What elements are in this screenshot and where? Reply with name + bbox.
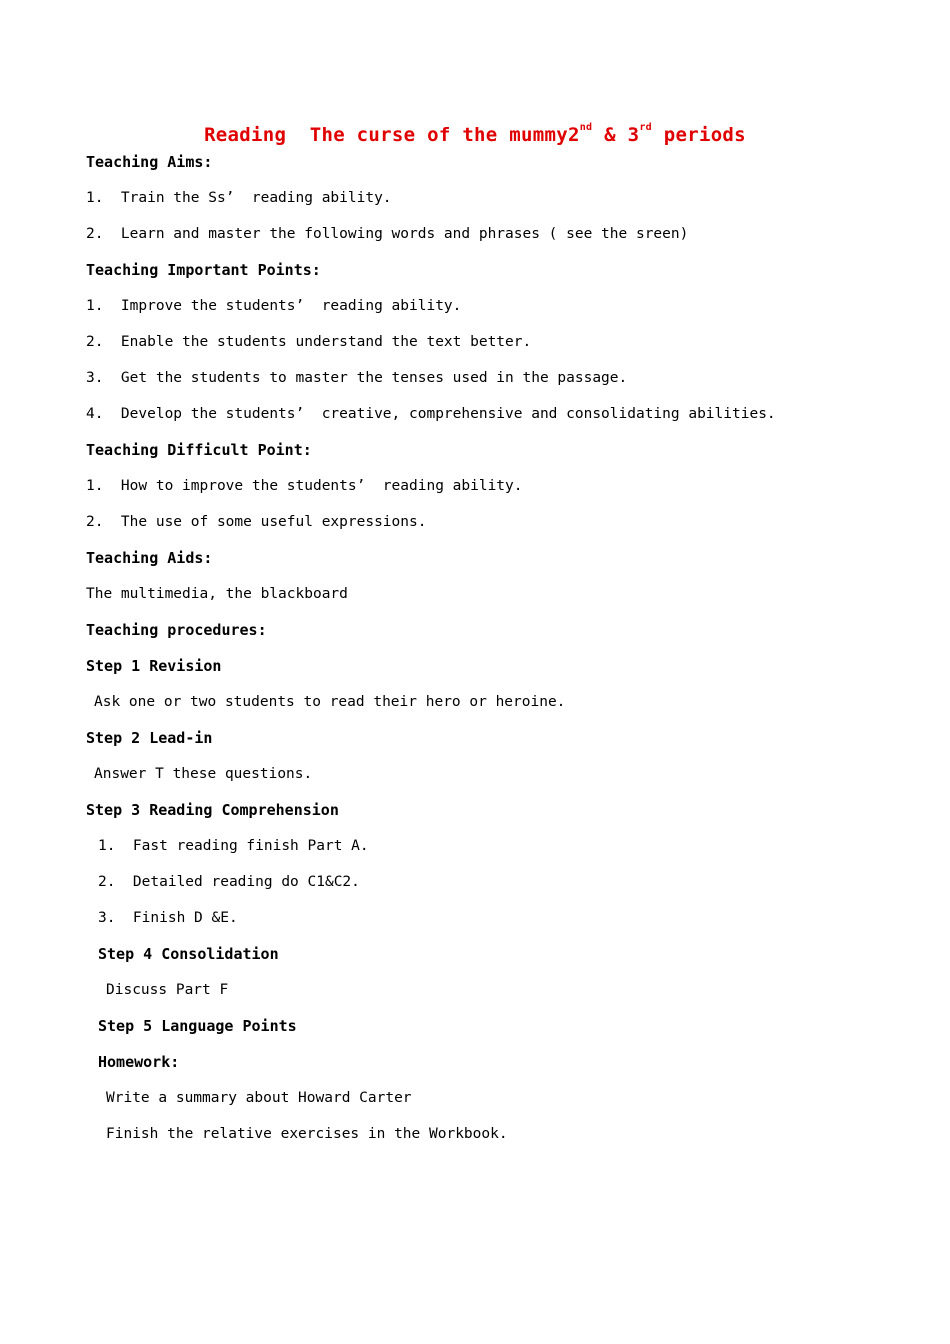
- step4-text: Discuss Part F: [106, 982, 229, 998]
- procedures-heading: Teaching procedures:: [86, 621, 267, 639]
- step1-text: Ask one or two students to read their hero or heroine.: [94, 694, 566, 710]
- step2-text: Answer T these questions.: [94, 766, 313, 782]
- title-sup-rd: rd: [639, 122, 652, 133]
- title-main: Reading The curse of the mummy2: [204, 124, 580, 146]
- difficult-item-1: 1. How to improve the students’ reading ability.: [86, 478, 523, 494]
- page-title: [0, 124, 950, 146]
- aids-text: The multimedia, the blackboard: [86, 586, 348, 602]
- title-mid: & 3: [592, 124, 640, 146]
- step3-heading: Step 3 Reading Comprehension: [86, 801, 339, 819]
- step1-heading: Step 1 Revision: [86, 657, 222, 675]
- aids-heading: Teaching Aids:: [86, 549, 213, 567]
- aims-item-2: 2. Learn and master the following words and phrases ( see the sreen): [86, 226, 689, 242]
- aims-item-1: 1. Train the Ss’ reading ability.: [86, 190, 392, 206]
- important-heading: Teaching Important Points:: [86, 261, 321, 279]
- important-item-2: 2. Enable the students understand the text better.: [86, 334, 532, 350]
- step2-heading: Step 2 Lead-in: [86, 729, 213, 747]
- important-item-3: 3. Get the students to master the tenses used in the passage.: [86, 370, 628, 386]
- homework-item-1: Write a summary about Howard Carter: [106, 1090, 412, 1106]
- step3-item-2: 2. Detailed reading do C1&C2.: [98, 874, 360, 890]
- difficult-heading: Teaching Difficult Point:: [86, 441, 312, 459]
- difficult-item-2: 2. The use of some useful expressions.: [86, 514, 427, 530]
- homework-item-2: Finish the relative exercises in the Workbook.: [106, 1126, 508, 1142]
- title-sup-nd: nd: [579, 122, 593, 133]
- aims-heading: Teaching Aims:: [86, 153, 213, 171]
- homework-heading: Homework:: [98, 1053, 180, 1071]
- important-item-4: 4. Develop the students’ creative, comprehensive and consolidating abilities.: [86, 406, 776, 422]
- step4-heading: Step 4 Consolidation: [98, 945, 279, 963]
- important-item-1: 1. Improve the students’ reading ability.: [86, 298, 462, 314]
- step3-item-3: 3. Finish D &E.: [98, 910, 238, 926]
- step5-heading: Step 5 Language Points: [98, 1017, 297, 1035]
- title-end: periods: [652, 124, 746, 146]
- step3-item-1: 1. Fast reading finish Part A.: [98, 838, 369, 854]
